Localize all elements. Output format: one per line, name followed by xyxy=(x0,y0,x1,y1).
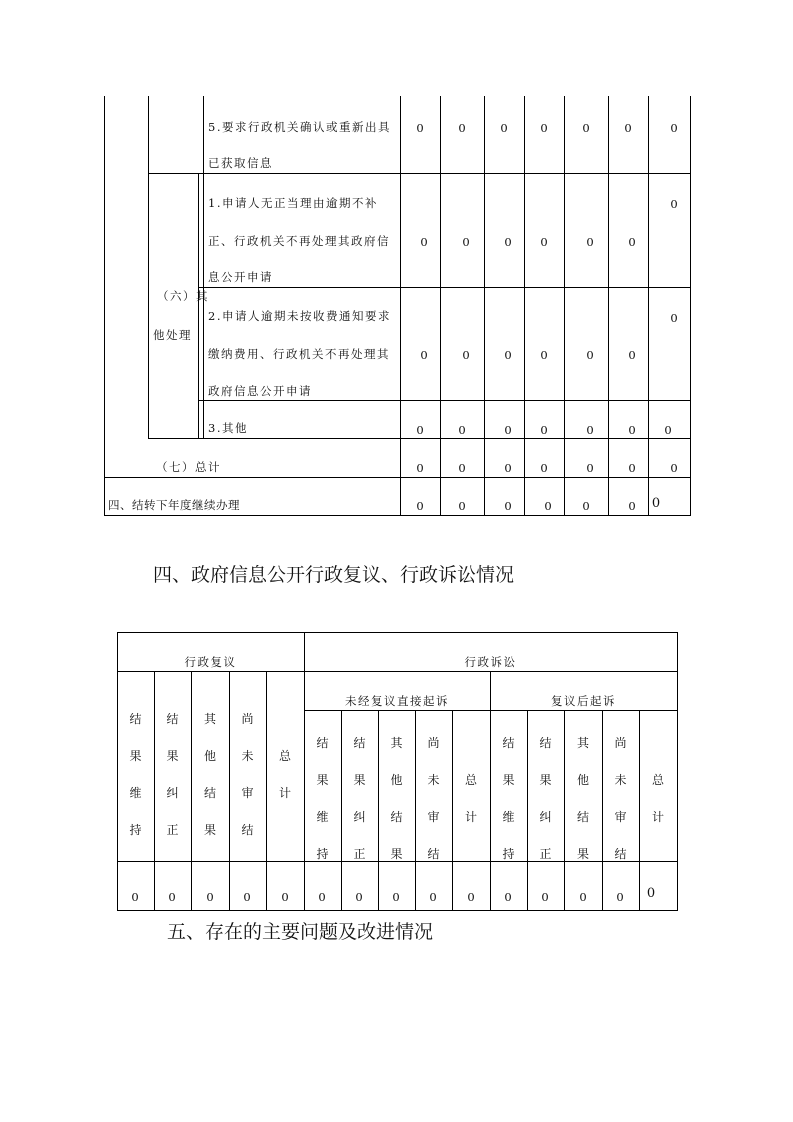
row-6-1-cell: 0 xyxy=(628,235,636,249)
value-cell: 0 xyxy=(467,890,475,904)
carry-over-cell: 0 xyxy=(582,499,590,513)
column-label: 总 计 xyxy=(651,773,664,824)
row-6-2-cell: 0 xyxy=(586,348,594,362)
total-cell: 0 xyxy=(504,461,512,475)
value-cell: 0 xyxy=(429,890,437,904)
total-cell: 0 xyxy=(586,461,594,475)
value-cell: 0 xyxy=(243,890,251,904)
row-6-1-cell: 0 xyxy=(670,197,678,211)
row-5-line-2: 已获取信息 xyxy=(208,156,273,170)
value-cell: 0 xyxy=(355,890,363,904)
row-6-1-line-3: 息公开申请 xyxy=(208,270,273,284)
row-5-cell: 0 xyxy=(540,121,548,135)
direct-suit-header: 未经复议直接起诉 xyxy=(345,694,449,708)
row-6-3-label: 3.其他 xyxy=(208,421,248,435)
after-review-header: 复议后起诉 xyxy=(551,694,616,708)
carry-over-cell: 0 xyxy=(628,499,636,513)
value-cell: 0 xyxy=(392,890,400,904)
row-6-1-line-1: 1.申请人无正当理由逾期不补 xyxy=(208,196,378,210)
row-6-2-cell: 0 xyxy=(504,348,512,362)
row-6-2-cell: 0 xyxy=(628,348,636,362)
row-6-3-cell: 0 xyxy=(628,423,636,437)
carry-over-cell: 0 xyxy=(651,496,661,511)
column-label: 其 他 结 果 xyxy=(203,712,216,837)
value-cell: 0 xyxy=(504,890,512,904)
row-6-3-cell: 0 xyxy=(458,423,466,437)
section-5-heading: 五、存在的主要问题及改进情况 xyxy=(167,921,434,943)
litigation-header: 行政诉讼 xyxy=(464,655,517,669)
value-cell: 0 xyxy=(579,890,587,904)
row-5-line-1: 5.要求行政机关确认或重新出具 xyxy=(208,120,391,134)
row-6-3-cell: 0 xyxy=(586,423,594,437)
column-label: 结 果 维 持 xyxy=(316,736,329,861)
value-cell: 0 xyxy=(281,890,289,904)
row-6-2-cell: 0 xyxy=(420,348,428,362)
row-6-2-line-1: 2.申请人逾期未按收费通知要求 xyxy=(208,309,391,323)
column-label: 总 计 xyxy=(278,749,291,800)
row-6-2-cell: 0 xyxy=(540,348,548,362)
column-label: 其 他 结 果 xyxy=(576,736,589,861)
row-5-cell: 0 xyxy=(500,121,508,135)
value-cell: 0 xyxy=(646,886,656,901)
row-6-3-cell: 0 xyxy=(664,423,672,437)
row-6-1-cell: 0 xyxy=(462,235,470,249)
row-6-2-line-3: 政府信息公开申请 xyxy=(208,384,312,398)
row-6-3-cell: 0 xyxy=(416,423,424,437)
row-5-cell: 0 xyxy=(624,121,632,135)
total-cell: 0 xyxy=(670,461,678,475)
row-6-3-cell: 0 xyxy=(504,423,512,437)
total-cell: 0 xyxy=(540,461,548,475)
row-5-cell: 0 xyxy=(670,121,678,135)
column-label: 尚 未 审 结 xyxy=(427,736,440,861)
row-6-1-cell: 0 xyxy=(586,235,594,249)
row-6-2-cell: 0 xyxy=(462,348,470,362)
column-label: 结 果 维 持 xyxy=(129,712,142,837)
row-5-cell: 0 xyxy=(582,121,590,135)
column-label: 结 果 纠 正 xyxy=(166,712,179,837)
column-label: 其 他 结 果 xyxy=(390,736,403,861)
total-label: （七）总计 xyxy=(156,460,221,474)
value-cell: 0 xyxy=(318,890,326,904)
row-6-2-line-2: 缴纳费用、行政机关不再处理其 xyxy=(208,347,390,361)
review-header: 行政复议 xyxy=(184,655,237,669)
value-cell: 0 xyxy=(541,890,549,904)
section-4-heading: 四、政府信息公开行政复议、行政诉讼情况 xyxy=(153,564,515,586)
value-cell: 0 xyxy=(168,890,176,904)
row-6-1-cell: 0 xyxy=(540,235,548,249)
value-cell: 0 xyxy=(616,890,624,904)
carry-over-label: 四、结转下年度继续办理 xyxy=(108,498,240,512)
row-6-3-cell: 0 xyxy=(540,423,548,437)
total-cell: 0 xyxy=(416,461,424,475)
row-5-cell: 0 xyxy=(416,121,424,135)
row-6-1-cell: 0 xyxy=(420,235,428,249)
total-cell: 0 xyxy=(628,461,636,475)
group-6-label-line-1: （六）其 xyxy=(157,289,209,303)
total-cell: 0 xyxy=(458,461,466,475)
row-6-1-cell: 0 xyxy=(504,235,512,249)
carry-over-cell: 0 xyxy=(544,499,552,513)
carry-over-cell: 0 xyxy=(458,499,466,513)
row-6-1-line-2: 正、行政机关不再处理其政府信 xyxy=(208,234,390,248)
column-label: 尚 未 审 结 xyxy=(614,736,627,861)
column-label: 尚 未 审 结 xyxy=(241,712,254,837)
carry-over-cell: 0 xyxy=(504,499,512,513)
column-label: 结 果 纠 正 xyxy=(353,736,366,861)
value-cell: 0 xyxy=(131,890,139,904)
row-6-2-cell: 0 xyxy=(670,311,678,325)
group-6-label-line-2: 他处理 xyxy=(153,328,192,342)
column-label: 结 果 维 持 xyxy=(502,736,515,861)
row-5-cell: 0 xyxy=(458,121,466,135)
carry-over-cell: 0 xyxy=(416,499,424,513)
column-label: 总 计 xyxy=(464,773,477,824)
column-label: 结 果 纠 正 xyxy=(539,736,552,861)
value-cell: 0 xyxy=(206,890,214,904)
